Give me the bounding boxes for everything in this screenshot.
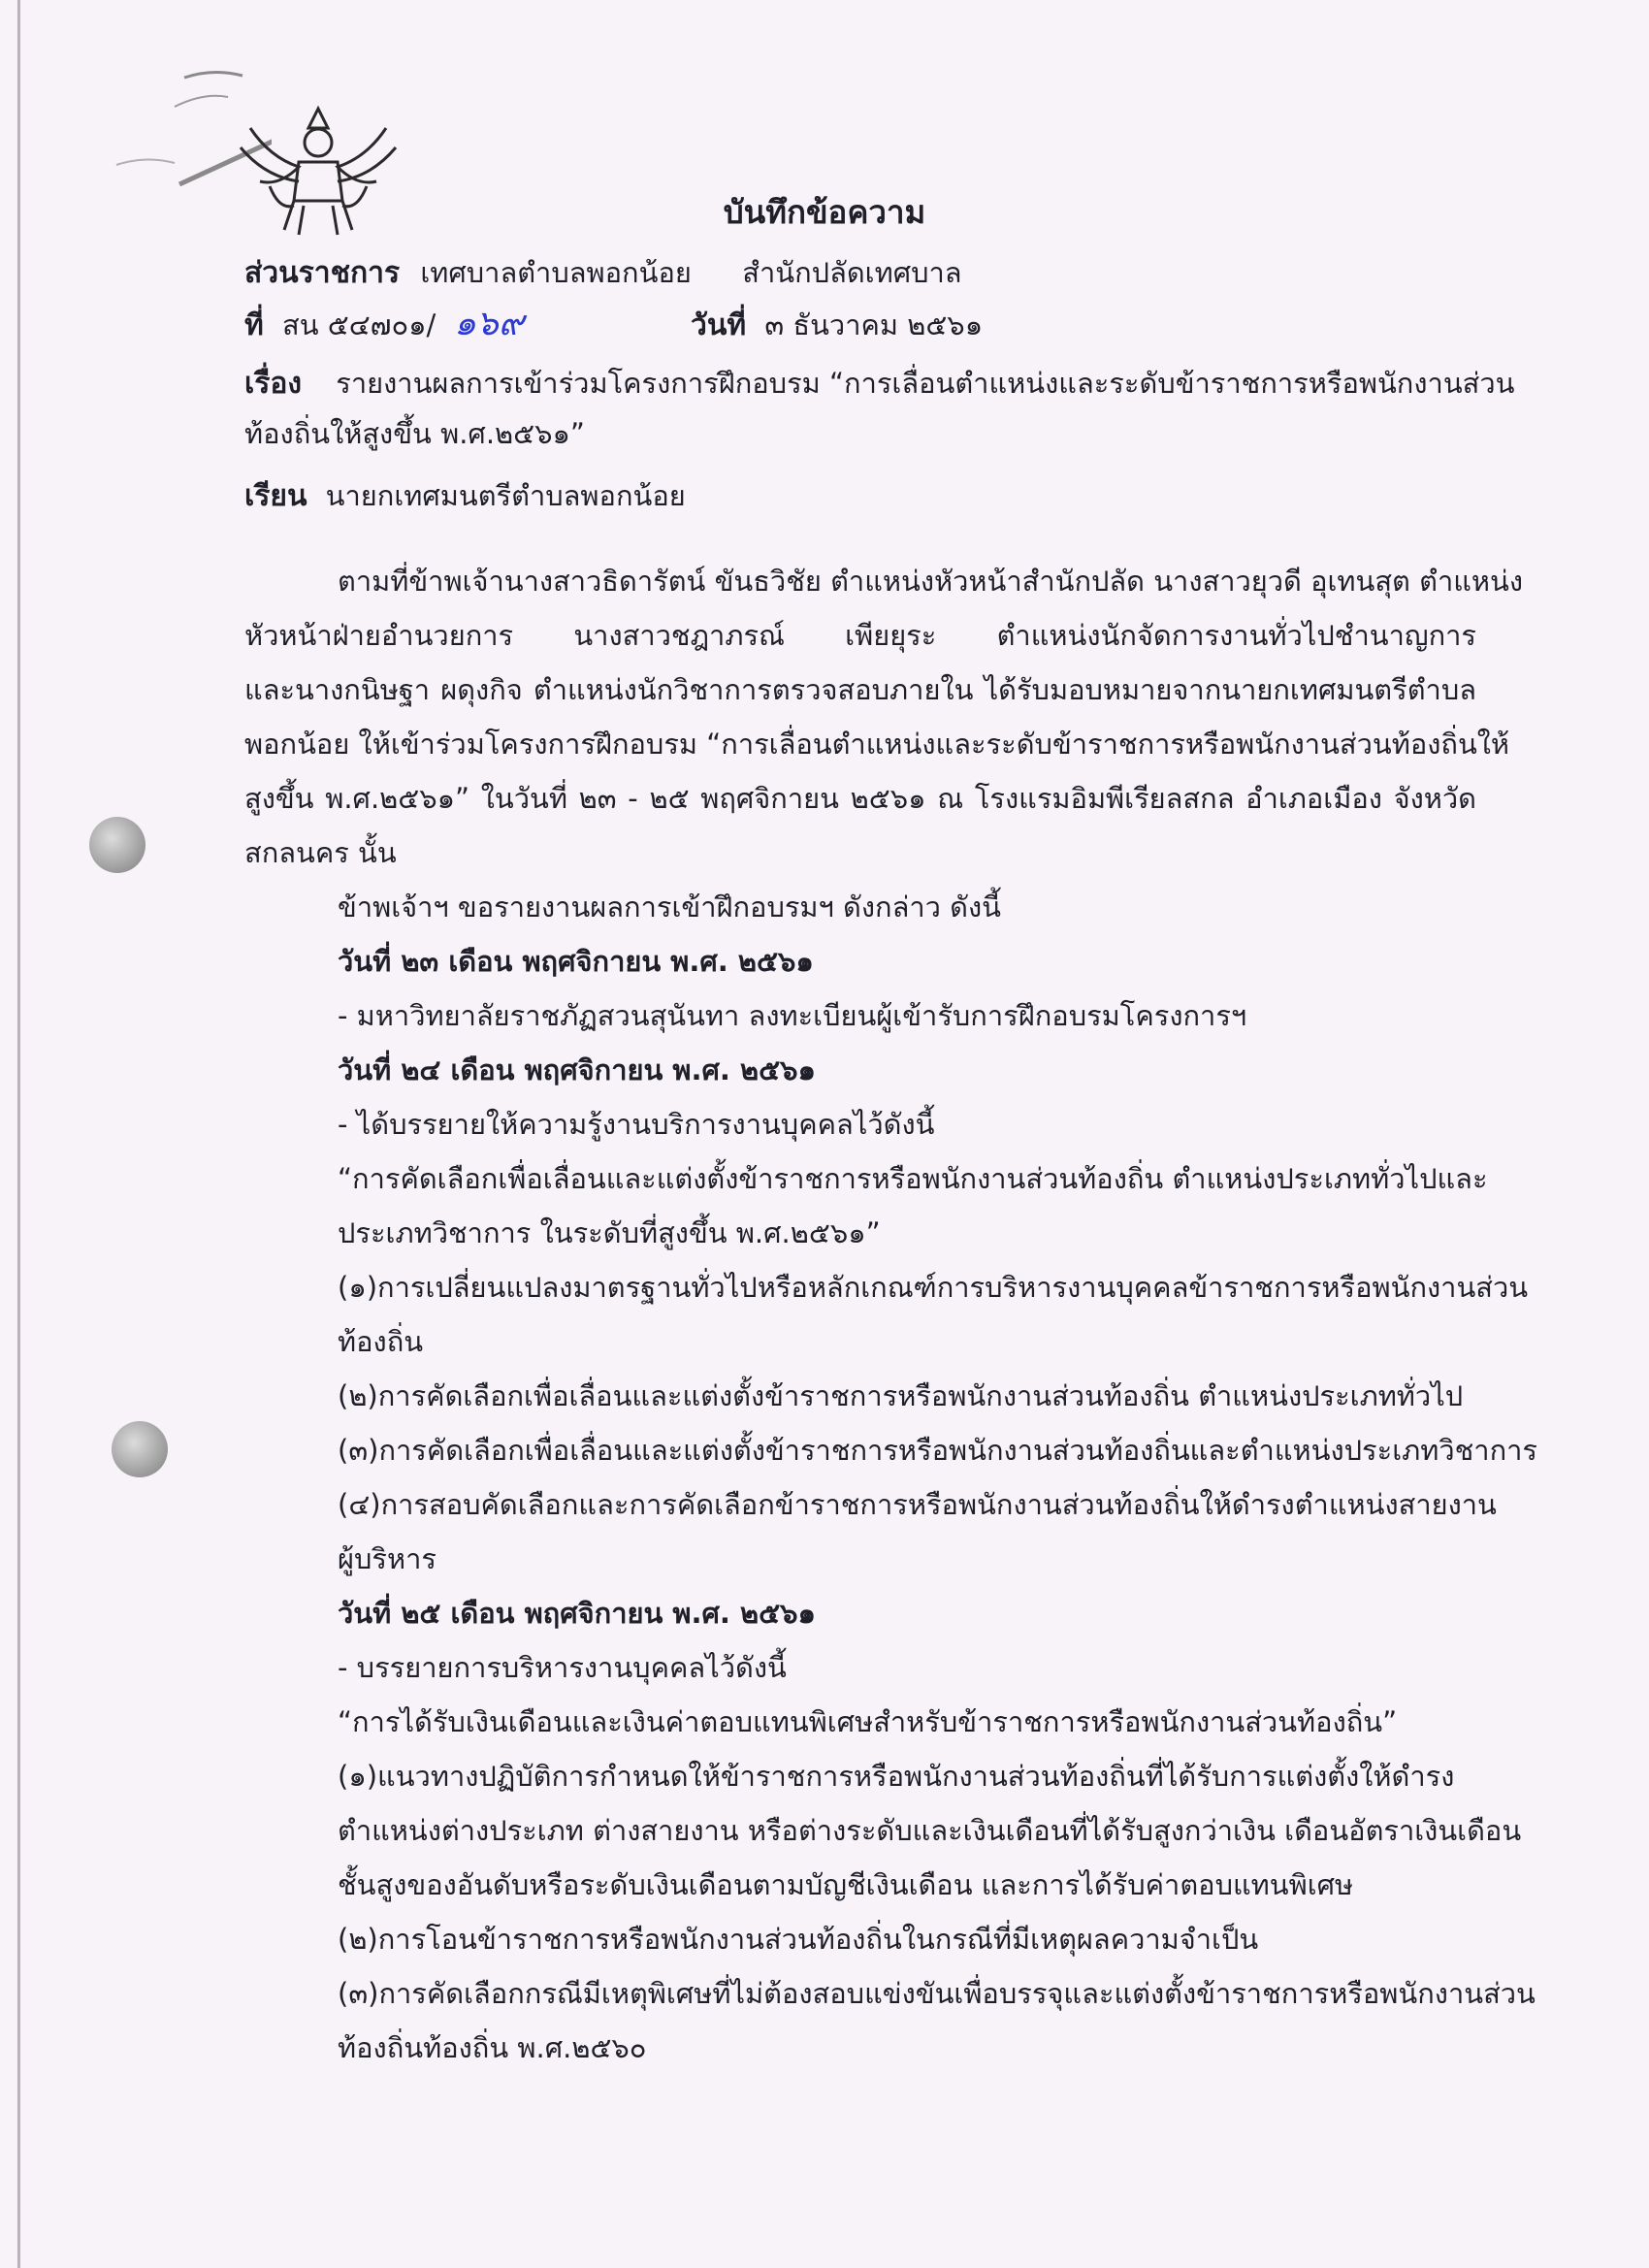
subject-line-2: ท้องถิ่นให้สูงขึ้น พ.ศ.๒๕๖๑” <box>244 417 585 450</box>
page-edge <box>17 0 20 2268</box>
list-item: (๒)การโอนข้าราชการหรือพนักงานส่วนท้องถิ่นในกรณีที่มีเหตุผลความจำเป็น <box>338 1923 1259 1956</box>
number-value: สน ๕๔๗๐๑/ <box>282 308 436 341</box>
day-heading: วันที่ ๒๓ เดือน พฤศจิกายน พ.ศ. ๒๕๖๑ <box>338 945 814 978</box>
body-line: หัวหน้าฝ่ายอำนวยการ นางสาวชฎาภรณ์ เพียยุระ ตำแหน่งนักจัดการงานทั่วไปชำนาญการ <box>244 619 1476 652</box>
body-line: พอกน้อย ให้เข้าร่วมโครงการฝึกอบรม “การเลื่อนตำแหน่งและระดับข้าราชการหรือพนักงานส่วนท้องถิ่นให้ <box>244 728 1510 761</box>
report-intro: ข้าพเจ้าฯ ขอรายงานผลการเข้าฝึกอบรมฯ ดังกล่าว ดังนี้ <box>338 891 1001 923</box>
department-label: ส่วนราชการ <box>244 256 401 290</box>
memo-title: บันทึกข้อความ <box>723 193 926 231</box>
office-value: สำนักปลัดเทศบาล <box>742 256 962 289</box>
body-line: สกลนคร นั้น <box>244 836 397 869</box>
date-value: ๓ ธันวาคม ๒๕๖๑ <box>764 308 984 341</box>
list-item: ประเภทวิชาการ ในระดับที่สูงขึ้น พ.ศ.๒๕๖๑” <box>338 1216 881 1249</box>
punch-hole <box>112 1421 168 1477</box>
list-item: “การคัดเลือกเพื่อเลื่อนและแต่งตั้งข้าราชการหรือพนักงานส่วนท้องถิ่น ตำแหน่งประเภททั่วไปและ <box>338 1162 1488 1195</box>
list-item: (๑)แนวทางปฏิบัติการกำหนดให้ข้าราชการหรือพนักงานส่วนท้องถิ่นที่ได้รับการแต่งตั้งให้ดำรง <box>338 1760 1455 1793</box>
list-item: (๒)การคัดเลือกเพื่อเลื่อนและแต่งตั้งข้าราชการหรือพนักงานส่วนท้องถิ่น ตำแหน่งประเภททั่วไป <box>338 1379 1464 1412</box>
subject-row <box>244 361 1514 406</box>
subject-line-1: รายงานผลการเข้าร่วมโครงการฝึกอบรม “การเลื่อนตำแหน่งและระดับข้าราชการหรือพนักงานส่วน <box>336 367 1515 400</box>
list-item: - มหาวิทยาลัยราชภัฏสวนสุนันทา ลงทะเบียนผู้เข้ารับการฝึกอบรมโครงการฯ <box>338 999 1247 1032</box>
department-value: เทศบาลตำบลพอกน้อย <box>420 256 692 289</box>
punch-hole <box>89 817 146 873</box>
to-label: เรียน <box>244 479 307 513</box>
body-line: และนางกนิษฐา ผดุงกิจ ตำแหน่งนักวิชาการตรวจสอบภายใน ได้รับมอบหมายจากนายกเทศมนตรีตำบล <box>244 673 1476 706</box>
list-item: (๑)การเปลี่ยนแปลงมาตรฐานทั่วไปหรือหลักเกณฑ์การบริหารงานบุคคลข้าราชการหรือพนักงานส่วน <box>338 1271 1529 1304</box>
list-item: ผู้บริหาร <box>338 1542 436 1575</box>
day-heading: วันที่ ๒๕ เดือน พฤศจิกายน พ.ศ. ๒๕๖๑ <box>338 1597 816 1630</box>
list-item: - บรรยายการบริหารงานบุคคลไว้ดังนี้ <box>338 1651 787 1684</box>
list-item: (๓)การคัดเลือกเพื่อเลื่อนและแต่งตั้งข้าราชการหรือพนักงานส่วนท้องถิ่นและตำแหน่งประเภทวิชาการ <box>338 1434 1538 1467</box>
subject-label: เรื่อง <box>244 367 303 401</box>
handwritten-number: ๑๖๙ <box>454 304 525 343</box>
list-item: ชั้นสูงของอันดับหรือระดับเงินเดือนตามบัญชีเงินเดือน และการได้รับค่าตอบแทนพิเศษ <box>338 1868 1354 1901</box>
list-item: - ได้บรรยายให้ความรู้งานบริการงานบุคคลไว้ดังนี้ <box>338 1108 935 1141</box>
date-label: วันที่ <box>691 308 747 342</box>
list-item: “การได้รับเงินเดือนและเงินค่าตอบแทนพิเศษสำหรับข้าราชการหรือพนักงานส่วนท้องถิ่น” <box>338 1705 1398 1738</box>
body-line: ตามที่ข้าพเจ้านางสาวธิดารัตน์ ขันธวิชัย ตำแหน่งหัวหน้าสำนักปลัด นางสาวยุวดี อุเทนสุต ตำแหน่ง <box>338 565 1524 598</box>
number-row <box>244 303 436 348</box>
to-value: นายกเทศมนตรีตำบลพอกน้อย <box>325 479 686 512</box>
day-heading: วันที่ ๒๔ เดือน พฤศจิกายน พ.ศ. ๒๕๖๑ <box>338 1053 816 1086</box>
list-item: (๔)การสอบคัดเลือกและการคัดเลือกข้าราชการหรือพนักงานส่วนท้องถิ่นให้ดำรงตำแหน่งสายงาน <box>338 1488 1497 1521</box>
number-label: ที่ <box>244 308 264 342</box>
list-item: ตำแหน่งต่างประเภท ต่างสายงาน หรือต่างระดับและเงินเดือนที่ได้รับสูงกว่าเงิน เดือนอัตราเงินเดือน <box>338 1814 1522 1847</box>
department-row <box>244 250 962 296</box>
list-item: ท้องถิ่นท้องถิ่น พ.ศ.๒๕๖๐ <box>338 2031 647 2064</box>
list-item: ท้องถิ่น <box>338 1325 424 1358</box>
body-line: สูงขึ้น พ.ศ.๒๕๖๑” ในวันที่ ๒๓ - ๒๕ พฤศจิกายน ๒๕๖๑ ณ โรงแรมอิมพีเรียลสกล อำเภอเมือง จังหวัด <box>244 782 1476 815</box>
list-item: (๓)การคัดเลือกกรณีมีเหตุพิเศษที่ไม่ต้องสอบแข่งขันเพื่อบรรจุและแต่งตั้งข้าราชการหรือพนักงานส่วน <box>338 1977 1536 2010</box>
date-row <box>691 303 983 348</box>
to-row <box>244 473 686 519</box>
